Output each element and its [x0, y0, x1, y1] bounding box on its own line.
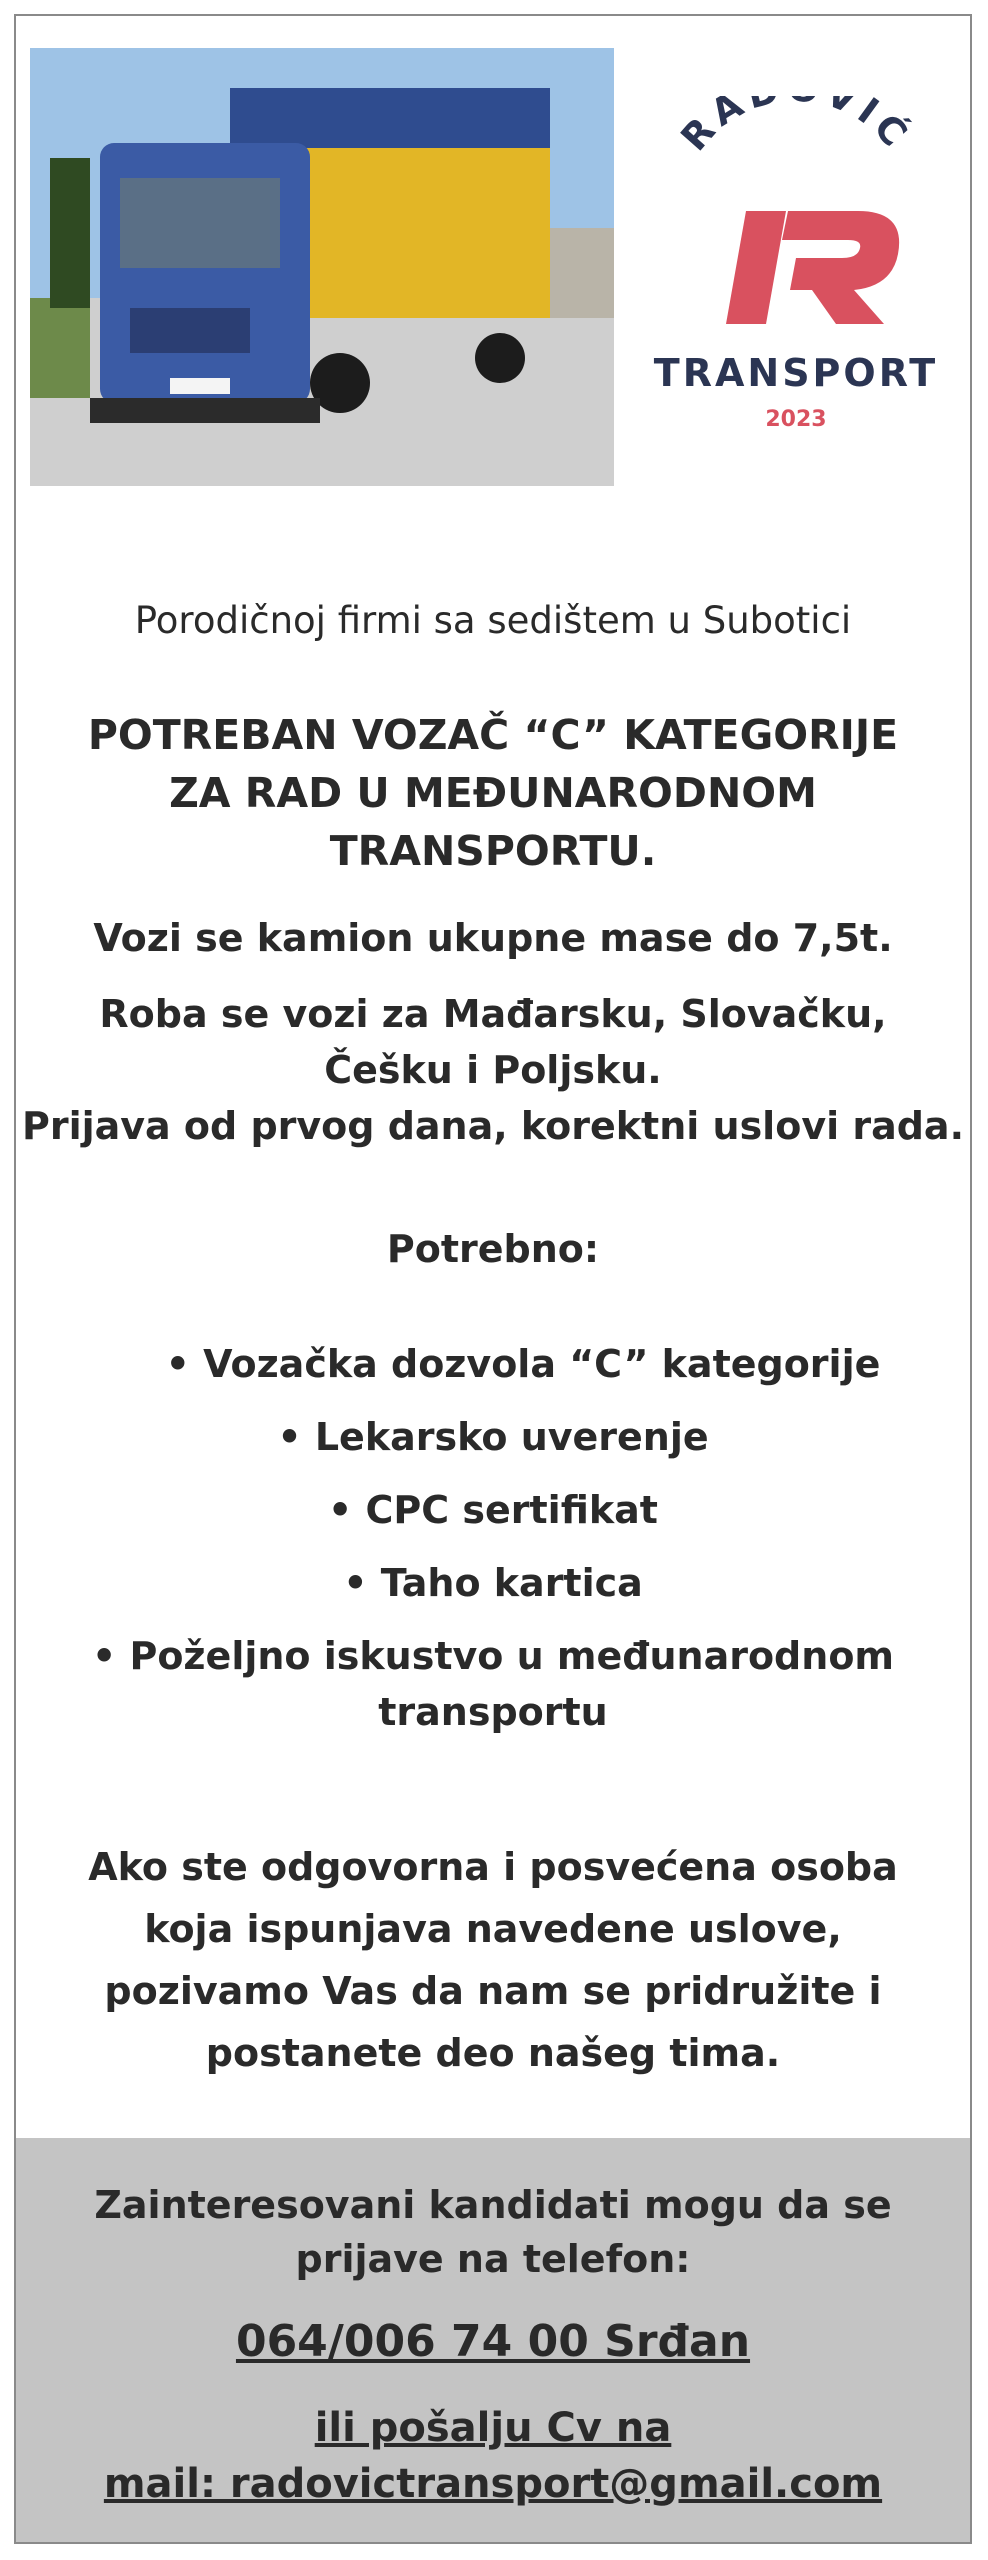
truck-mass-text: Vozi se kamion ukupne mase do 7,5t. [93, 916, 893, 960]
contact-lead [16, 2178, 970, 2286]
email-text [16, 2400, 970, 2512]
contact-lead-line: prijave na telefon: [295, 2237, 691, 2281]
route-line: Roba se vozi za Mađarsku, Slovačku, [99, 992, 887, 1036]
closing-line: postanete deo našeg tima. [205, 2031, 781, 2075]
requirement-item: • CPC sertifikat [328, 1488, 658, 1532]
phone-number: 064/006 74 00 Srđan [235, 2316, 751, 2367]
route-text [16, 986, 970, 1154]
route-line: Češku i Poljsku. [324, 1048, 662, 1092]
job-ad-frame [14, 14, 972, 2544]
headline-line: TRANSPORTU. [329, 827, 657, 875]
requirement-item: • Taho kartica [343, 1561, 643, 1605]
logo-year: 2023 [765, 407, 827, 432]
requirement-item: • Vozačka dozvola “C” kategorije [165, 1342, 881, 1386]
requirement-item-continuation: transportu [378, 1690, 608, 1734]
radovic-transport-logo [636, 96, 956, 456]
email-lead-line: ili pošalju Cv na [314, 2405, 672, 2451]
requirement-item-text: • Poželjno iskustvo u međunarodnom [91, 1634, 895, 1678]
closing-text [16, 1836, 970, 2084]
requirements-list [16, 1336, 970, 1740]
headline-line: POTREBAN VOZAČ “C” KATEGORIJE [87, 711, 899, 759]
headline [16, 706, 970, 880]
requirements-title: Potrebno: [386, 1227, 600, 1271]
logo-bottom-text: TRANSPORT [653, 351, 939, 395]
closing-line: koja ispunjava navedene uslove, [144, 1907, 842, 1951]
email-address: mail: radovictransport@gmail.com [103, 2461, 883, 2507]
logo-r-mark [726, 211, 899, 324]
contact-lead-line: Zainteresovani kandidati mogu da se [94, 2183, 892, 2227]
intro-text: Porodičnoj firmi sa sedištem u Subotici [134, 599, 852, 642]
headline-line: ZA RAD U MEĐUNARODNOM [169, 769, 817, 817]
route-line: Prijava od prvog dana, korektni uslovi rada. [21, 1104, 965, 1148]
logo-top-text: RA VIĆ [672, 96, 920, 160]
truck-photo [30, 48, 614, 486]
closing-line: pozivamo Vas da nam se pridružite i [104, 1969, 882, 2013]
contact-box [16, 2138, 970, 2544]
closing-line: Ako ste odgovorna i posvećena osoba [88, 1845, 898, 1889]
requirement-item [16, 1628, 970, 1740]
requirement-item: • Lekarsko uverenje [277, 1415, 709, 1459]
